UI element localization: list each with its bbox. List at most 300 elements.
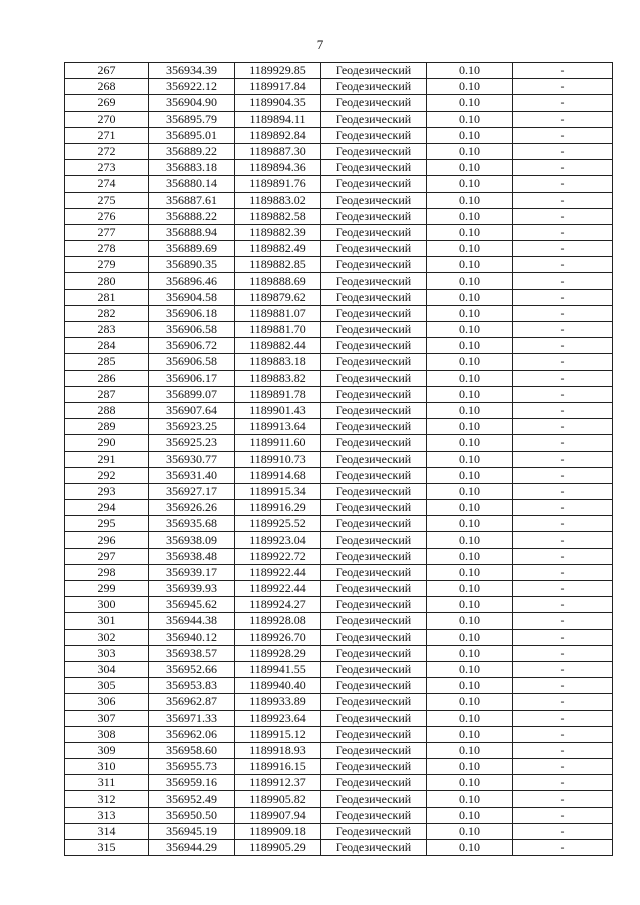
point-number-cell: 310 — [65, 759, 149, 775]
table-row — [65, 613, 613, 629]
y-coordinate-cell: 1189901.43 — [235, 402, 321, 418]
method-cell: Геодезический — [321, 483, 427, 499]
table-row — [65, 710, 613, 726]
method-cell: Геодезический — [321, 95, 427, 111]
description-cell: - — [513, 63, 613, 79]
point-number-cell: 269 — [65, 95, 149, 111]
x-coordinate-cell: 356945.19 — [149, 823, 235, 839]
accuracy-cell: 0.10 — [427, 257, 513, 273]
point-number-cell: 288 — [65, 402, 149, 418]
x-coordinate-cell: 356945.62 — [149, 597, 235, 613]
y-coordinate-cell: 1189882.58 — [235, 208, 321, 224]
table-row — [65, 500, 613, 516]
description-cell: - — [513, 354, 613, 370]
method-cell: Геодезический — [321, 257, 427, 273]
method-cell: Геодезический — [321, 726, 427, 742]
y-coordinate-cell: 1189882.44 — [235, 338, 321, 354]
accuracy-cell: 0.10 — [427, 451, 513, 467]
table-row — [65, 742, 613, 758]
description-cell: - — [513, 548, 613, 564]
table-row — [65, 273, 613, 289]
y-coordinate-cell: 1189925.52 — [235, 516, 321, 532]
x-coordinate-cell: 356939.17 — [149, 564, 235, 580]
y-coordinate-cell: 1189887.30 — [235, 143, 321, 159]
description-cell: - — [513, 322, 613, 338]
y-coordinate-cell: 1189914.68 — [235, 467, 321, 483]
accuracy-cell: 0.10 — [427, 273, 513, 289]
method-cell: Геодезический — [321, 629, 427, 645]
point-number-cell: 279 — [65, 257, 149, 273]
x-coordinate-cell: 356888.94 — [149, 224, 235, 240]
description-cell: - — [513, 629, 613, 645]
point-number-cell: 268 — [65, 79, 149, 95]
x-coordinate-cell: 356938.09 — [149, 532, 235, 548]
y-coordinate-cell: 1189905.29 — [235, 840, 321, 856]
y-coordinate-cell: 1189941.55 — [235, 661, 321, 677]
table-row — [65, 694, 613, 710]
method-cell: Геодезический — [321, 63, 427, 79]
table-row — [65, 63, 613, 79]
y-coordinate-cell: 1189910.73 — [235, 451, 321, 467]
accuracy-cell: 0.10 — [427, 402, 513, 418]
description-cell: - — [513, 710, 613, 726]
x-coordinate-cell: 356950.50 — [149, 807, 235, 823]
point-number-cell: 273 — [65, 160, 149, 176]
accuracy-cell: 0.10 — [427, 500, 513, 516]
accuracy-cell: 0.10 — [427, 435, 513, 451]
point-number-cell: 315 — [65, 840, 149, 856]
y-coordinate-cell: 1189929.85 — [235, 63, 321, 79]
x-coordinate-cell: 356907.64 — [149, 402, 235, 418]
point-number-cell: 298 — [65, 564, 149, 580]
x-coordinate-cell: 356896.46 — [149, 273, 235, 289]
description-cell: - — [513, 241, 613, 257]
description-cell: - — [513, 257, 613, 273]
table-row — [65, 338, 613, 354]
x-coordinate-cell: 356923.25 — [149, 419, 235, 435]
x-coordinate-cell: 356895.01 — [149, 127, 235, 143]
method-cell: Геодезический — [321, 419, 427, 435]
accuracy-cell: 0.10 — [427, 483, 513, 499]
table-row — [65, 532, 613, 548]
accuracy-cell: 0.10 — [427, 192, 513, 208]
accuracy-cell: 0.10 — [427, 645, 513, 661]
accuracy-cell: 0.10 — [427, 726, 513, 742]
point-number-cell: 282 — [65, 305, 149, 321]
method-cell: Геодезический — [321, 208, 427, 224]
method-cell: Геодезический — [321, 192, 427, 208]
table-row — [65, 775, 613, 791]
point-number-cell: 291 — [65, 451, 149, 467]
y-coordinate-cell: 1189928.29 — [235, 645, 321, 661]
description-cell: - — [513, 273, 613, 289]
accuracy-cell: 0.10 — [427, 742, 513, 758]
method-cell: Геодезический — [321, 127, 427, 143]
y-coordinate-cell: 1189915.12 — [235, 726, 321, 742]
point-number-cell: 294 — [65, 500, 149, 516]
method-cell: Геодезический — [321, 451, 427, 467]
accuracy-cell: 0.10 — [427, 840, 513, 856]
table-row — [65, 370, 613, 386]
y-coordinate-cell: 1189883.82 — [235, 370, 321, 386]
x-coordinate-cell: 356889.22 — [149, 143, 235, 159]
description-cell: - — [513, 597, 613, 613]
description-cell: - — [513, 160, 613, 176]
method-cell: Геодезический — [321, 176, 427, 192]
method-cell: Геодезический — [321, 532, 427, 548]
x-coordinate-cell: 356904.58 — [149, 289, 235, 305]
description-cell: - — [513, 208, 613, 224]
x-coordinate-cell: 356895.79 — [149, 111, 235, 127]
x-coordinate-cell: 356940.12 — [149, 629, 235, 645]
point-number-cell: 281 — [65, 289, 149, 305]
point-number-cell: 306 — [65, 694, 149, 710]
y-coordinate-cell: 1189933.89 — [235, 694, 321, 710]
accuracy-cell: 0.10 — [427, 548, 513, 564]
description-cell: - — [513, 564, 613, 580]
x-coordinate-cell: 356934.39 — [149, 63, 235, 79]
method-cell: Геодезический — [321, 823, 427, 839]
table-row — [65, 95, 613, 111]
x-coordinate-cell: 356922.12 — [149, 79, 235, 95]
x-coordinate-cell: 356926.26 — [149, 500, 235, 516]
y-coordinate-cell: 1189912.37 — [235, 775, 321, 791]
description-cell: - — [513, 111, 613, 127]
x-coordinate-cell: 356955.73 — [149, 759, 235, 775]
x-coordinate-cell: 356971.33 — [149, 710, 235, 726]
table-row — [65, 451, 613, 467]
y-coordinate-cell: 1189922.44 — [235, 564, 321, 580]
x-coordinate-cell: 356939.93 — [149, 581, 235, 597]
y-coordinate-cell: 1189882.49 — [235, 241, 321, 257]
y-coordinate-cell: 1189913.64 — [235, 419, 321, 435]
accuracy-cell: 0.10 — [427, 176, 513, 192]
point-number-cell: 312 — [65, 791, 149, 807]
x-coordinate-cell: 356938.48 — [149, 548, 235, 564]
x-coordinate-cell: 356887.61 — [149, 192, 235, 208]
y-coordinate-cell: 1189916.29 — [235, 500, 321, 516]
x-coordinate-cell: 356890.35 — [149, 257, 235, 273]
y-coordinate-cell: 1189916.15 — [235, 759, 321, 775]
method-cell: Геодезический — [321, 564, 427, 580]
x-coordinate-cell: 356952.66 — [149, 661, 235, 677]
method-cell: Геодезический — [321, 791, 427, 807]
table-row — [65, 160, 613, 176]
accuracy-cell: 0.10 — [427, 143, 513, 159]
method-cell: Геодезический — [321, 354, 427, 370]
method-cell: Геодезический — [321, 516, 427, 532]
point-number-cell: 287 — [65, 386, 149, 402]
point-number-cell: 278 — [65, 241, 149, 257]
table-row — [65, 322, 613, 338]
point-number-cell: 286 — [65, 370, 149, 386]
x-coordinate-cell: 356944.29 — [149, 840, 235, 856]
y-coordinate-cell: 1189917.84 — [235, 79, 321, 95]
accuracy-cell: 0.10 — [427, 63, 513, 79]
coordinates-table — [64, 62, 613, 856]
accuracy-cell: 0.10 — [427, 95, 513, 111]
table-row — [65, 548, 613, 564]
x-coordinate-cell: 356904.90 — [149, 95, 235, 111]
point-number-cell: 290 — [65, 435, 149, 451]
point-number-cell: 308 — [65, 726, 149, 742]
method-cell: Геодезический — [321, 370, 427, 386]
description-cell: - — [513, 678, 613, 694]
point-number-cell: 293 — [65, 483, 149, 499]
table-row — [65, 192, 613, 208]
method-cell: Геодезический — [321, 305, 427, 321]
method-cell: Геодезический — [321, 645, 427, 661]
table-row — [65, 386, 613, 402]
x-coordinate-cell: 356889.69 — [149, 241, 235, 257]
accuracy-cell: 0.10 — [427, 775, 513, 791]
method-cell: Геодезический — [321, 386, 427, 402]
table-row — [65, 840, 613, 856]
method-cell: Геодезический — [321, 759, 427, 775]
table-row — [65, 483, 613, 499]
table-row — [65, 111, 613, 127]
accuracy-cell: 0.10 — [427, 581, 513, 597]
point-number-cell: 272 — [65, 143, 149, 159]
point-number-cell: 309 — [65, 742, 149, 758]
accuracy-cell: 0.10 — [427, 370, 513, 386]
point-number-cell: 304 — [65, 661, 149, 677]
table-row — [65, 143, 613, 159]
y-coordinate-cell: 1189891.78 — [235, 386, 321, 402]
description-cell: - — [513, 807, 613, 823]
point-number-cell: 292 — [65, 467, 149, 483]
description-cell: - — [513, 823, 613, 839]
accuracy-cell: 0.10 — [427, 597, 513, 613]
method-cell: Геодезический — [321, 273, 427, 289]
description-cell: - — [513, 661, 613, 677]
method-cell: Геодезический — [321, 581, 427, 597]
table-row — [65, 823, 613, 839]
point-number-cell: 300 — [65, 597, 149, 613]
method-cell: Геодезический — [321, 742, 427, 758]
table-row — [65, 581, 613, 597]
method-cell: Геодезический — [321, 111, 427, 127]
x-coordinate-cell: 356906.17 — [149, 370, 235, 386]
description-cell: - — [513, 532, 613, 548]
accuracy-cell: 0.10 — [427, 678, 513, 694]
y-coordinate-cell: 1189915.34 — [235, 483, 321, 499]
table-row — [65, 224, 613, 240]
x-coordinate-cell: 356930.77 — [149, 451, 235, 467]
table-row — [65, 678, 613, 694]
accuracy-cell: 0.10 — [427, 289, 513, 305]
y-coordinate-cell: 1189892.84 — [235, 127, 321, 143]
table-row — [65, 419, 613, 435]
x-coordinate-cell: 356906.18 — [149, 305, 235, 321]
method-cell: Геодезический — [321, 143, 427, 159]
method-cell: Геодезический — [321, 613, 427, 629]
point-number-cell: 307 — [65, 710, 149, 726]
y-coordinate-cell: 1189904.35 — [235, 95, 321, 111]
point-number-cell: 284 — [65, 338, 149, 354]
method-cell: Геодезический — [321, 710, 427, 726]
x-coordinate-cell: 356958.60 — [149, 742, 235, 758]
accuracy-cell: 0.10 — [427, 386, 513, 402]
x-coordinate-cell: 356959.16 — [149, 775, 235, 791]
description-cell: - — [513, 694, 613, 710]
description-cell: - — [513, 338, 613, 354]
y-coordinate-cell: 1189888.69 — [235, 273, 321, 289]
description-cell: - — [513, 516, 613, 532]
accuracy-cell: 0.10 — [427, 338, 513, 354]
description-cell: - — [513, 645, 613, 661]
x-coordinate-cell: 356883.18 — [149, 160, 235, 176]
y-coordinate-cell: 1189883.18 — [235, 354, 321, 370]
accuracy-cell: 0.10 — [427, 208, 513, 224]
method-cell: Геодезический — [321, 241, 427, 257]
method-cell: Геодезический — [321, 597, 427, 613]
point-number-cell: 305 — [65, 678, 149, 694]
point-number-cell: 277 — [65, 224, 149, 240]
description-cell: - — [513, 224, 613, 240]
accuracy-cell: 0.10 — [427, 127, 513, 143]
point-number-cell: 270 — [65, 111, 149, 127]
point-number-cell: 267 — [65, 63, 149, 79]
accuracy-cell: 0.10 — [427, 613, 513, 629]
point-number-cell: 297 — [65, 548, 149, 564]
x-coordinate-cell: 356899.07 — [149, 386, 235, 402]
description-cell: - — [513, 726, 613, 742]
y-coordinate-cell: 1189940.40 — [235, 678, 321, 694]
point-number-cell: 280 — [65, 273, 149, 289]
accuracy-cell: 0.10 — [427, 823, 513, 839]
table-row — [65, 629, 613, 645]
description-cell: - — [513, 840, 613, 856]
accuracy-cell: 0.10 — [427, 79, 513, 95]
method-cell: Геодезический — [321, 500, 427, 516]
table-row — [65, 597, 613, 613]
accuracy-cell: 0.10 — [427, 807, 513, 823]
point-number-cell: 303 — [65, 645, 149, 661]
method-cell: Геодезический — [321, 661, 427, 677]
method-cell: Геодезический — [321, 79, 427, 95]
x-coordinate-cell: 356953.83 — [149, 678, 235, 694]
description-cell: - — [513, 483, 613, 499]
y-coordinate-cell: 1189905.82 — [235, 791, 321, 807]
point-number-cell: 302 — [65, 629, 149, 645]
table-row — [65, 516, 613, 532]
accuracy-cell: 0.10 — [427, 710, 513, 726]
y-coordinate-cell: 1189928.08 — [235, 613, 321, 629]
accuracy-cell: 0.10 — [427, 111, 513, 127]
description-cell: - — [513, 127, 613, 143]
table-row — [65, 241, 613, 257]
description-cell: - — [513, 775, 613, 791]
description-cell: - — [513, 467, 613, 483]
point-number-cell: 283 — [65, 322, 149, 338]
y-coordinate-cell: 1189882.85 — [235, 257, 321, 273]
method-cell: Геодезический — [321, 548, 427, 564]
point-number-cell: 295 — [65, 516, 149, 532]
y-coordinate-cell: 1189907.94 — [235, 807, 321, 823]
point-number-cell: 313 — [65, 807, 149, 823]
y-coordinate-cell: 1189894.36 — [235, 160, 321, 176]
method-cell: Геодезический — [321, 678, 427, 694]
description-cell: - — [513, 500, 613, 516]
description-cell: - — [513, 143, 613, 159]
point-number-cell: 299 — [65, 581, 149, 597]
accuracy-cell: 0.10 — [427, 532, 513, 548]
table-row — [65, 807, 613, 823]
accuracy-cell: 0.10 — [427, 160, 513, 176]
x-coordinate-cell: 356880.14 — [149, 176, 235, 192]
description-cell: - — [513, 386, 613, 402]
accuracy-cell: 0.10 — [427, 419, 513, 435]
accuracy-cell: 0.10 — [427, 629, 513, 645]
x-coordinate-cell: 356962.06 — [149, 726, 235, 742]
x-coordinate-cell: 356906.58 — [149, 354, 235, 370]
y-coordinate-cell: 1189882.39 — [235, 224, 321, 240]
point-number-cell: 271 — [65, 127, 149, 143]
point-number-cell: 276 — [65, 208, 149, 224]
description-cell: - — [513, 402, 613, 418]
x-coordinate-cell: 356952.49 — [149, 791, 235, 807]
method-cell: Геодезический — [321, 807, 427, 823]
accuracy-cell: 0.10 — [427, 241, 513, 257]
x-coordinate-cell: 356906.58 — [149, 322, 235, 338]
description-cell: - — [513, 742, 613, 758]
table-row — [65, 661, 613, 677]
description-cell: - — [513, 581, 613, 597]
method-cell: Геодезический — [321, 694, 427, 710]
description-cell: - — [513, 613, 613, 629]
y-coordinate-cell: 1189881.07 — [235, 305, 321, 321]
accuracy-cell: 0.10 — [427, 791, 513, 807]
table-row — [65, 759, 613, 775]
point-number-cell: 275 — [65, 192, 149, 208]
table-row — [65, 79, 613, 95]
accuracy-cell: 0.10 — [427, 322, 513, 338]
y-coordinate-cell: 1189922.72 — [235, 548, 321, 564]
accuracy-cell: 0.10 — [427, 694, 513, 710]
method-cell: Геодезический — [321, 160, 427, 176]
x-coordinate-cell: 356888.22 — [149, 208, 235, 224]
description-cell: - — [513, 176, 613, 192]
point-number-cell: 285 — [65, 354, 149, 370]
method-cell: Геодезический — [321, 775, 427, 791]
description-cell: - — [513, 95, 613, 111]
accuracy-cell: 0.10 — [427, 467, 513, 483]
table-row — [65, 564, 613, 580]
description-cell: - — [513, 305, 613, 321]
description-cell: - — [513, 435, 613, 451]
table-row — [65, 791, 613, 807]
table-row — [65, 176, 613, 192]
accuracy-cell: 0.10 — [427, 661, 513, 677]
x-coordinate-cell: 356927.17 — [149, 483, 235, 499]
description-cell: - — [513, 370, 613, 386]
description-cell: - — [513, 419, 613, 435]
point-number-cell: 296 — [65, 532, 149, 548]
x-coordinate-cell: 356906.72 — [149, 338, 235, 354]
accuracy-cell: 0.10 — [427, 224, 513, 240]
table-row — [65, 726, 613, 742]
point-number-cell: 301 — [65, 613, 149, 629]
table-row — [65, 354, 613, 370]
y-coordinate-cell: 1189911.60 — [235, 435, 321, 451]
y-coordinate-cell: 1189918.93 — [235, 742, 321, 758]
method-cell: Геодезический — [321, 322, 427, 338]
table-row — [65, 257, 613, 273]
y-coordinate-cell: 1189926.70 — [235, 629, 321, 645]
x-coordinate-cell: 356925.23 — [149, 435, 235, 451]
y-coordinate-cell: 1189883.02 — [235, 192, 321, 208]
